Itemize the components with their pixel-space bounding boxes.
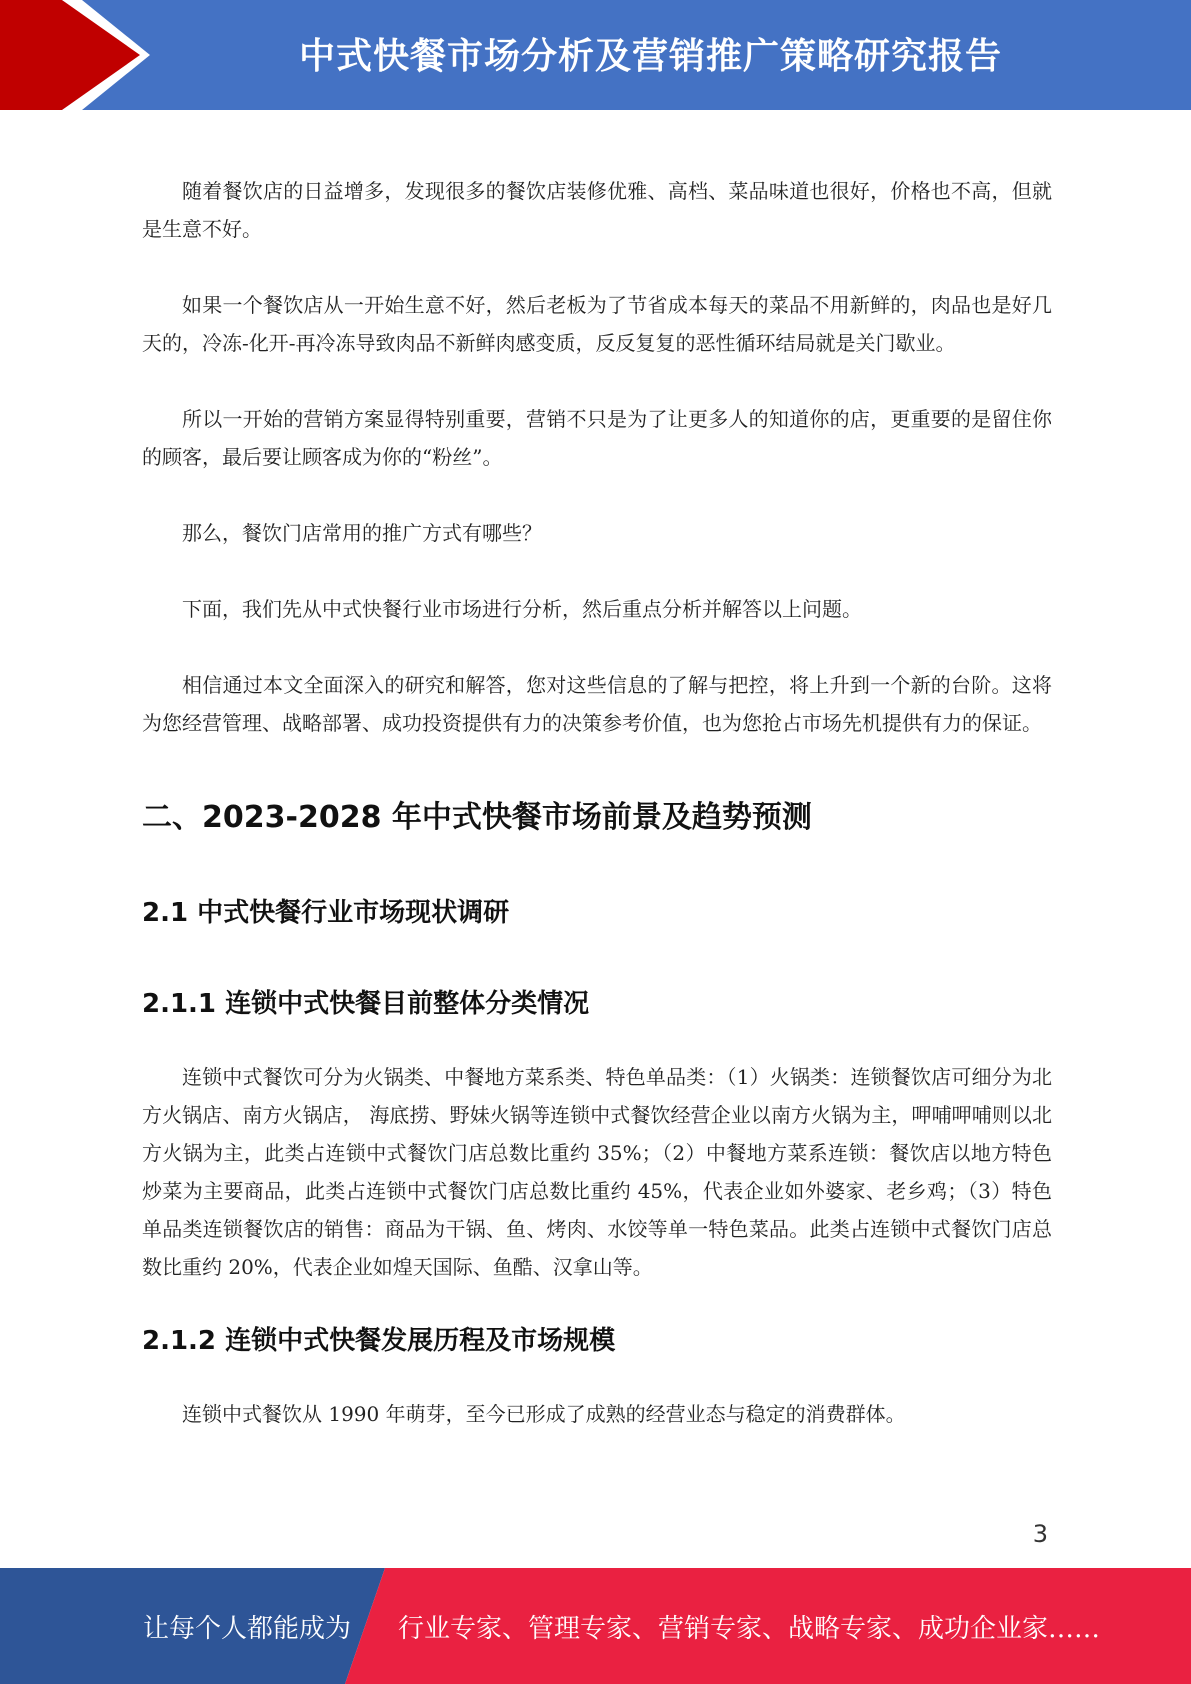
header-banner (0, 0, 1191, 110)
intro-paragraph-2: 如果一个餐饮店从一开始生意不好，然后老板为了节省成本每天的菜品不用新鲜的，肉品也是好几天的，冷冻-化开-再冷冻导致肉品不新鲜肉感变质，反反复复的恶性循环结局就是关门歇业。 (142, 293, 1052, 355)
section-2-heading: 二、2023-2028 年中式快餐市场前景及趋势预测 (142, 800, 812, 835)
intro-paragraph-3: 所以一开始的营销方案显得特别重要，营销不只是为了让更多人的知道你的店，更重要的是留住你的顾客，最后要让顾客成为你的“粉丝”。 (142, 407, 1052, 469)
intro-paragraph-4: 那么，餐饮门店常用的推广方式有哪些？ (182, 521, 542, 545)
section-2-1-2-heading: 2.1.2 连锁中式快餐发展历程及市场规模 (142, 1326, 616, 1356)
footer-slogan-right: 行业专家、管理专家、营销专家、战略专家、成功企业家…… (398, 1614, 1101, 1644)
intro-paragraph-5: 下面，我们先从中式快餐行业市场进行分析，然后重点分析并解答以上问题。 (182, 597, 862, 621)
intro-paragraph-1: 随着餐饮店的日益增多，发现很多的餐饮店装修优雅、高档、菜品味道也很好，价格也不高，但就是生意不好。 (142, 179, 1052, 241)
section-2-1-1-paragraph: 连锁中式餐饮可分为火锅类、中餐地方菜系类、特色单品类：（1）火锅类：连锁餐饮店可细分为北方火锅店、南方火锅店， 海底捞、野妹火锅等连锁中式餐饮经营企业以南方火锅为主，呷哺呷哺则以北方火锅为主，此类占连锁中式餐饮门店总数比重约 35%；（2）中餐地方菜系连锁：餐饮店以地方特色炒菜为主要商品，此类占连锁中式餐饮门店总数比重约 45%，代表企业如外婆家、老乡鸡；（3）特色单品类连锁餐饮店的销售：商品为干锅、鱼、烤肉、水饺等单一特色菜品。此类占连锁中式餐饮门店总数比重约 20%，代表企业如煌天国际、鱼酷、汉拿山等。 (142, 1065, 1052, 1279)
header-title: 中式快餐市场分析及营销推广策略研究报告 (298, 36, 1002, 77)
footer-slogan-left: 让每个人都能成为 (143, 1614, 352, 1644)
intro-paragraph-6: 相信通过本文全面深入的研究和解答，您对这些信息的了解与把控，将上升到一个新的台阶。这将为您经营管理、战略部署、成功投资提供有力的决策参考价值，也为您抢占市场先机提供有力的保证。 (142, 673, 1052, 735)
section-2-1-heading: 2.1 中式快餐行业市场现状调研 (142, 898, 510, 928)
page-number: 3 (1032, 1520, 1048, 1548)
section-2-1-1-heading: 2.1.1 连锁中式快餐目前整体分类情况 (142, 989, 590, 1019)
section-2-1-2-paragraph: 连锁中式餐饮从 1990 年萌芽，至今已形成了成熟的经营业态与稳定的消费群体。 (182, 1402, 906, 1426)
document-body (142, 172, 1052, 1453)
footer-banner (0, 1568, 1191, 1684)
